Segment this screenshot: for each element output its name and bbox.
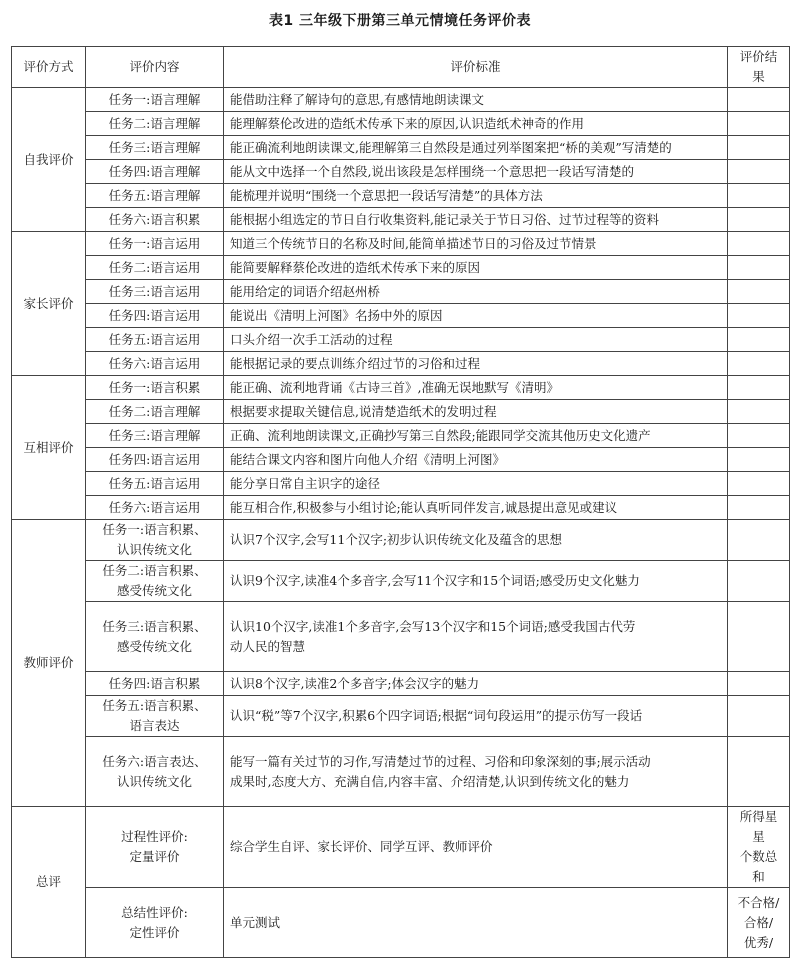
standard-cell: 能简要解释蔡伦改进的造纸术传承下来的原因 <box>224 256 728 280</box>
summary-row <box>12 888 790 958</box>
standard-cell: 能从文中选择一个自然段,说出该段是怎样围绕一个意思把一段话写清楚的 <box>224 160 728 184</box>
task-cell: 任务二:语言理解 <box>86 112 224 136</box>
header-content: 评价内容 <box>86 47 224 88</box>
table-title: 表1 三年级下册第三单元情境任务评价表 <box>268 13 532 29</box>
task-cell: 任务四:语言运用 <box>86 448 224 472</box>
table-row <box>12 400 790 424</box>
result-cell-line: 不合格/ <box>737 894 780 910</box>
result-cell <box>728 602 790 672</box>
task-cell: 任务三:语言运用 <box>86 280 224 304</box>
task-cell-line: 定量评价 <box>129 849 180 864</box>
task-cell-line: 任务一:语言积累、 <box>102 522 207 537</box>
standard-cell: 能根据小组选定的节日自行收集资料,能记录关于节日习俗、过节过程等的资料 <box>224 208 728 232</box>
result-cell <box>728 160 790 184</box>
table-row <box>12 352 790 376</box>
table-row <box>12 184 790 208</box>
task-cell: 任务五:语言理解 <box>86 184 224 208</box>
result-cell <box>728 112 790 136</box>
task-cell: 任务二:语言运用 <box>86 256 224 280</box>
method-cell: 家长评价 <box>12 232 86 376</box>
standard-cell: 认识9个汉字,读准4个多音字,会写11个汉字和15个词语;感受历史文化魅力 <box>224 561 728 602</box>
task-cell <box>86 602 224 672</box>
table-row <box>12 376 790 400</box>
standard-cell: 能互相合作,积极参与小组讨论;能认真听同伴发言,诚恳提出意见或建议 <box>224 496 728 520</box>
task-cell: 任务三:语言理解 <box>86 136 224 160</box>
table-row <box>12 112 790 136</box>
table-row <box>12 232 790 256</box>
result-cell-line: 合格/ <box>743 914 774 930</box>
table-row <box>12 672 790 696</box>
standard-cell: 知道三个传统节日的名称及时间,能简单描述节日的习俗及过节情景 <box>224 232 728 256</box>
result-cell <box>728 88 790 112</box>
table-row <box>12 496 790 520</box>
result-cell <box>728 424 790 448</box>
standard-cell: 认识7个汉字,会写11个汉字;初步认识传统文化及蕴含的思想 <box>224 520 728 561</box>
standard-cell: 能理解蔡伦改进的造纸术传承下来的原因,认识造纸术神奇的作用 <box>224 112 728 136</box>
result-cell <box>728 448 790 472</box>
task-cell <box>86 807 224 888</box>
standard-cell: 口头介绍一次手工活动的过程 <box>224 328 728 352</box>
table-row <box>12 472 790 496</box>
table-row <box>12 448 790 472</box>
standard-cell: 能借助注释了解诗句的意思,有感情地朗读课文 <box>224 88 728 112</box>
task-cell-line: 任务五:语言积累、 <box>102 698 207 713</box>
header-result: 评价结果 <box>728 47 790 88</box>
result-cell <box>728 496 790 520</box>
result-cell <box>728 184 790 208</box>
task-cell <box>86 520 224 561</box>
standard-cell: 能用给定的词语介绍赵州桥 <box>224 280 728 304</box>
method-cell: 互相评价 <box>12 376 86 520</box>
task-cell <box>86 561 224 602</box>
evaluation-table <box>11 46 790 958</box>
method-cell: 自我评价 <box>12 88 86 232</box>
table-row <box>12 88 790 112</box>
standard-cell <box>224 602 728 672</box>
table-row <box>12 696 790 737</box>
task-cell: 任务四:语言理解 <box>86 160 224 184</box>
standard-cell: 能分享日常自主识字的途径 <box>224 472 728 496</box>
standard-cell: 能说出《清明上河图》名扬中外的原因 <box>224 304 728 328</box>
task-cell-line: 任务三:语言积累、 <box>102 618 207 634</box>
task-cell: 任务五:语言运用 <box>86 472 224 496</box>
task-cell-line: 定性评价 <box>129 924 180 940</box>
result-cell <box>728 400 790 424</box>
summary-row <box>12 807 790 888</box>
standard-cell <box>224 737 728 807</box>
result-cell-line: 所得星星 <box>739 809 778 844</box>
result-cell <box>728 208 790 232</box>
task-cell-line: 认识传统文化 <box>116 773 192 789</box>
task-cell: 任务四:语言积累 <box>86 672 224 696</box>
task-cell-line: 过程性评价: <box>121 829 188 844</box>
task-cell: 任务四:语言运用 <box>86 304 224 328</box>
result-cell-line: 优秀/ <box>743 934 774 950</box>
table-row <box>12 602 790 672</box>
result-cell <box>728 737 790 807</box>
task-cell <box>86 888 224 958</box>
table-row <box>12 737 790 807</box>
standard-cell-line: 认识10个汉字,读准1个多音字,会写13个汉字和15个词语;感受我国古代劳 <box>230 618 636 634</box>
task-cell: 任务二:语言理解 <box>86 400 224 424</box>
standard-cell: 单元测试 <box>224 888 728 958</box>
result-cell <box>728 256 790 280</box>
task-cell: 任务六:语言运用 <box>86 352 224 376</box>
result-cell <box>728 304 790 328</box>
result-cell <box>728 328 790 352</box>
task-cell: 任务三:语言理解 <box>86 424 224 448</box>
standard-cell: 能结合课文内容和图片向他人介绍《清明上河图》 <box>224 448 728 472</box>
result-cell <box>728 232 790 256</box>
task-cell: 任务一:语言运用 <box>86 232 224 256</box>
standard-cell: 能正确流利地朗读课文,能理解第三自然段是通过列举图案把“桥的美观”写清楚的 <box>224 136 728 160</box>
table-row <box>12 520 790 561</box>
standard-cell: 根据要求提取关键信息,说清楚造纸术的发明过程 <box>224 400 728 424</box>
method-cell: 教师评价 <box>12 520 86 807</box>
table-row <box>12 160 790 184</box>
result-cell <box>728 672 790 696</box>
standard-cell: 综合学生自评、家长评价、同学互评、教师评价 <box>224 807 728 888</box>
task-cell: 任务六:语言积累 <box>86 208 224 232</box>
method-cell: 总评 <box>12 807 86 958</box>
task-cell-line: 认识传统文化 <box>116 542 192 557</box>
standard-cell: 正确、流利地朗读课文,正确抄写第三自然段;能跟同学交流其他历史文化遗产 <box>224 424 728 448</box>
task-cell-line: 感受传统文化 <box>116 638 192 654</box>
task-cell-line: 语言表达 <box>129 718 180 733</box>
result-cell <box>728 376 790 400</box>
result-cell <box>728 136 790 160</box>
task-cell-line: 任务六:语言表达、 <box>102 753 207 769</box>
task-cell <box>86 737 224 807</box>
result-cell <box>728 561 790 602</box>
table-row <box>12 208 790 232</box>
header-method: 评价方式 <box>12 47 86 88</box>
table-row <box>12 328 790 352</box>
result-cell <box>728 280 790 304</box>
task-cell: 任务六:语言运用 <box>86 496 224 520</box>
table-row <box>12 424 790 448</box>
standard-cell: 认识8个汉字,读准2个多音字;体会汉字的魅力 <box>224 672 728 696</box>
standard-cell: 能正确、流利地背诵《古诗三首》,准确无误地默写《清明》 <box>224 376 728 400</box>
result-cell <box>728 888 790 958</box>
table-row <box>12 256 790 280</box>
result-cell <box>728 352 790 376</box>
task-cell: 任务一:语言理解 <box>86 88 224 112</box>
header-standard: 评价标准 <box>224 47 728 88</box>
task-cell <box>86 696 224 737</box>
table-row <box>12 304 790 328</box>
table-row <box>12 561 790 602</box>
standard-cell-line: 成果时,态度大方、充满自信,内容丰富、介绍清楚,认识到传统文化的魅力 <box>230 773 630 789</box>
result-cell <box>728 472 790 496</box>
result-cell <box>728 696 790 737</box>
task-cell-line: 任务二:语言积累、 <box>102 563 207 578</box>
table-body <box>12 88 790 958</box>
standard-cell: 能根据记录的要点训练介绍过节的习俗和过程 <box>224 352 728 376</box>
task-cell-line: 总结性评价: <box>121 904 188 920</box>
table-row <box>12 280 790 304</box>
header-row <box>12 47 790 88</box>
table-row <box>12 136 790 160</box>
standard-cell-line: 动人民的智慧 <box>230 638 306 654</box>
result-cell <box>728 520 790 561</box>
task-cell: 任务五:语言运用 <box>86 328 224 352</box>
standard-cell: 认识“税”等7个汉字,积累6个四字词语;根据“词句段运用”的提示仿写一段话 <box>224 696 728 737</box>
standard-cell: 能梳理并说明“围绕一个意思把一段话写清楚”的具体方法 <box>224 184 728 208</box>
standard-cell-line: 能写一篇有关过节的习作,写清楚过节的过程、习俗和印象深刻的事;展示活动 <box>230 753 651 769</box>
result-cell-line: 个数总和 <box>739 849 778 884</box>
task-cell-line: 感受传统文化 <box>116 583 192 598</box>
task-cell: 任务一:语言积累 <box>86 376 224 400</box>
result-cell <box>728 807 790 888</box>
